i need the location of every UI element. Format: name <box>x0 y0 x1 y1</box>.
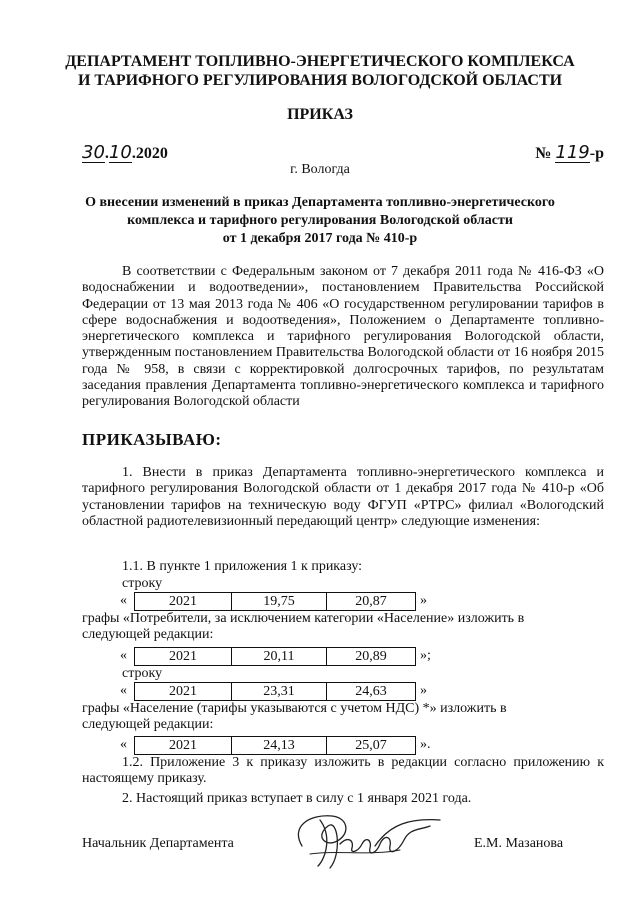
handwritten-number: 119 <box>555 142 590 163</box>
quote-open-1: « <box>120 593 127 608</box>
tariff-row-2 <box>134 647 416 666</box>
tariff-row-3 <box>134 682 416 701</box>
quote-close-1: » <box>420 593 427 608</box>
item-1-2-paragraph: 1.2. Приложение 3 к приказу изложить в редакции согласно приложению к настоящему приказу. <box>82 755 604 787</box>
graph-2-line-2: следующей редакции: <box>82 717 214 733</box>
graph-1-text <box>82 611 604 644</box>
handwritten-day: 30 <box>82 142 105 163</box>
signatory-title: Начальник Департамента <box>82 836 234 851</box>
preamble-paragraph: В соответствии с Федеральным законом от 7 декабря 2011 года № 416-ФЗ «О водоснабжении и водоотведении», постановлением Правительства Российской Федерации от 13 мая 2013 года № 406 «О государственном регулировании тарифов в сфере водоснабжения и водоотведения», Положением о Департаменте топливно-энергетического комплекса и тарифного регулирования Вологодской области, утвержденным постановлением Правительства Вологодской области от 16 ноября 2015 года № 958, в связи с корректировкой долгосрочных тарифов, по результатам заседания правления Департамента топливно-энергетического комплекса и тарифного регулирования Вологодской области <box>82 264 604 410</box>
row-1-value-1: 19,75 <box>232 593 327 611</box>
graph-1-line-2: следующей редакции: <box>82 627 214 643</box>
quote-open-4: « <box>120 737 127 752</box>
handwritten-month: 10 <box>108 142 132 163</box>
subject-line-1: О внесении изменений в приказ Департамента топливно-энергетического <box>85 195 555 210</box>
row-2-year: 2021 <box>135 648 232 666</box>
department-name-line-1: ДЕПАРТАМЕНТ ТОПЛИВНО-ЭНЕРГЕТИЧЕСКОГО КОМПЛЕКСА <box>65 53 575 70</box>
quote-open-3: « <box>120 683 127 698</box>
order-number <box>535 144 604 163</box>
order-subject <box>80 194 560 248</box>
item-1-1: 1.1. В пункте 1 приложения 1 к приказу: <box>122 559 363 574</box>
number-prefix: № <box>535 145 552 162</box>
handwritten-signature <box>280 806 450 876</box>
row-3-value-2: 24,63 <box>327 683 416 701</box>
graph-2-line-1: графы «Население (тарифы указываются с учетом НДС) *» изложить в <box>82 701 507 716</box>
quote-open-2: « <box>120 648 127 663</box>
date-separator: . <box>104 145 109 162</box>
item-1-paragraph: 1. Внести в приказ Департамента топливно-энергетического комплекса и тарифного регулирования Вологодской области от 1 декабря 2017 года № 410-р «Об установлении тарифов на техническую воду ФГУП «РТРС» филиал «Вологодский областной радиотелевизионный передающий центр» следующие изменения: <box>82 465 604 529</box>
row-1-year: 2021 <box>135 593 232 611</box>
row-3-value-1: 23,31 <box>232 683 327 701</box>
row-word-1: строку <box>122 576 163 591</box>
subject-line-3: от 1 декабря 2017 года № 410-р <box>222 231 418 246</box>
date-year: .2020 <box>131 145 168 162</box>
orders-word: ПРИКАЗЫВАЮ: <box>82 430 222 449</box>
city-name: г. Вологда <box>290 162 350 177</box>
row-3-year: 2021 <box>135 683 232 701</box>
row-2-value-2: 20,89 <box>327 648 416 666</box>
order-date <box>82 144 168 163</box>
row-4-value-1: 24,13 <box>232 737 327 755</box>
row-1-value-2: 20,87 <box>327 593 416 611</box>
tariff-row-4 <box>134 736 416 755</box>
quote-close-2: »; <box>420 648 431 663</box>
document-type-title: ПРИКАЗ <box>287 106 353 123</box>
quote-close-4: ». <box>420 737 431 752</box>
quote-close-3: » <box>420 683 427 698</box>
row-word-2: строку <box>122 666 163 681</box>
row-4-value-2: 25,07 <box>327 737 416 755</box>
number-suffix: -р <box>589 145 604 162</box>
tariff-row-1 <box>134 592 416 611</box>
subject-line-2: комплекса и тарифного регулирования Вологодской области <box>127 213 513 228</box>
graph-1-line-1: графы «Потребители, за исключением категории «Население» изложить в <box>82 611 525 626</box>
item-2-paragraph: 2. Настоящий приказ вступает в силу с 1 января 2021 года. <box>122 791 472 806</box>
row-4-year: 2021 <box>135 737 232 755</box>
signatory-name: Е.М. Мазанова <box>474 836 564 851</box>
department-name-line-2: И ТАРИФНОГО РЕГУЛИРОВАНИЯ ВОЛОГОДСКОЙ ОБЛАСТИ <box>77 72 563 89</box>
graph-2-text <box>82 701 604 734</box>
row-2-value-1: 20,11 <box>232 648 327 666</box>
